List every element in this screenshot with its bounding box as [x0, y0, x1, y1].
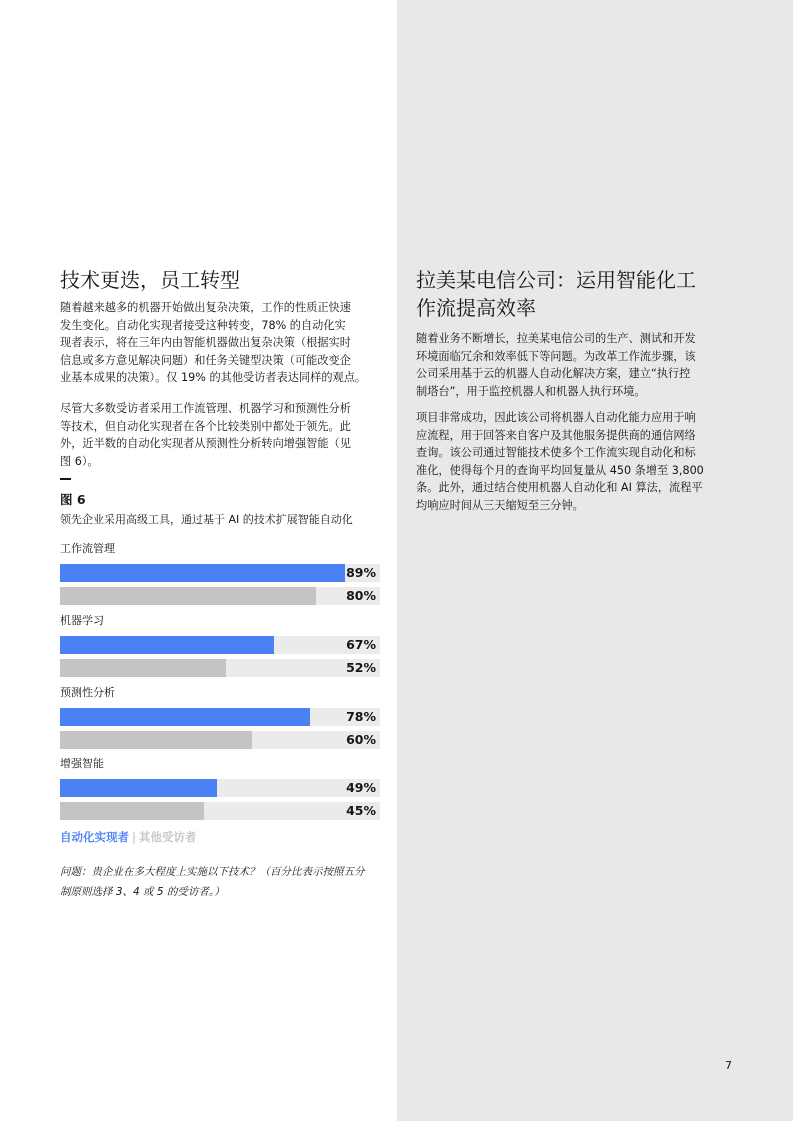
figure-rule — [60, 478, 71, 480]
bar-value-label: 80% — [346, 588, 376, 603]
bar — [60, 708, 310, 726]
bar-value-label: 60% — [346, 732, 376, 747]
bar-row — [60, 779, 380, 797]
paragraph-line: 等技术，但自动化实现者在各个比较类别中都处于领先。此 — [60, 419, 351, 433]
bar-value-label: 89% — [346, 565, 376, 580]
bar — [60, 731, 252, 749]
bar-row — [60, 636, 380, 654]
bar — [60, 779, 217, 797]
figure-label: 图 6 — [60, 492, 86, 507]
paragraph-line: 环境面临冗余和效率低下等问题。为改革工作流步骤，该 — [416, 349, 696, 363]
bar-row — [60, 708, 380, 726]
heading-line: 作流提高效率 — [416, 296, 536, 320]
bar-row — [60, 587, 380, 605]
heading-line: 拉美某电信公司：运用智能化工 — [416, 268, 696, 292]
bar-value-label: 52% — [346, 660, 376, 675]
bar — [60, 802, 204, 820]
intro-paragraph — [60, 299, 390, 387]
paragraph-line: 业基本成果的决策）。仅 19% 的其他受访者表达同样的观点。 — [60, 371, 367, 384]
bar-value-label: 49% — [346, 780, 376, 795]
category-label: 增强智能 — [60, 757, 104, 770]
paragraph-line: 信息或多方意见解决问题）和任务关键型决策（可能改变企 — [60, 353, 351, 367]
paragraph-line: 尽管大多数受访者采用工作流管理、机器学习和预测性分析 — [60, 402, 351, 415]
bar-row — [60, 659, 380, 677]
paragraph-line: 外，近半数的自动化实现者从预测性分析转向增强智能（见 — [60, 437, 351, 450]
page-number: 7 — [725, 1059, 732, 1072]
case-study-paragraph — [416, 330, 746, 400]
bar — [60, 636, 274, 654]
paragraph-line: 条。此外，通过结合使用机器人自动化和 AI 算法，流程平 — [416, 481, 703, 494]
legend-entry-automation-achievers: 自动化实现者 — [60, 830, 129, 844]
bar — [60, 659, 226, 677]
paragraph-line: 发生变化。自动化实现者接受这种转变，78% 的自动化实 — [60, 318, 346, 332]
survey-question — [60, 862, 380, 902]
right-column-panel — [397, 0, 793, 1121]
section-heading: 技术更迭，员工转型 — [60, 268, 240, 292]
bar — [60, 564, 345, 582]
paragraph-line: 准化，使得每个月的查询平均回复量从 450 条增至 3,800 — [416, 463, 704, 477]
bar-value-label: 78% — [346, 709, 376, 724]
paragraph-line: 公司采用基于云的机器人自动化解决方案，建立“执行控 — [416, 367, 691, 380]
paragraph-line: 现者表示，将在三年内由智能机器做出复杂决策（根据实时 — [60, 336, 351, 349]
question-line: 制原则选择 3、4 或 5 的受访者。） — [60, 886, 225, 898]
paragraph-line: 随着越来越多的机器开始做出复杂决策，工作的性质正快速 — [60, 301, 351, 314]
paragraph-line: 制塔台”，用于监控机器人和机器人执行环境。 — [416, 384, 646, 398]
bar-value-label: 45% — [346, 803, 376, 818]
paragraph-line: 均响应时间从三天缩短至三分钟。 — [416, 498, 584, 512]
chart-legend — [60, 829, 196, 845]
case-study-results-paragraph — [416, 409, 746, 514]
bar-row — [60, 802, 380, 820]
bar — [60, 587, 316, 605]
legend-separator: | — [132, 830, 136, 844]
legend-entry-other-respondents: 其他受访者 — [138, 830, 197, 844]
category-label: 工作流管理 — [60, 542, 115, 555]
paragraph-line: 查询。该公司通过智能技术使多个工作流实现自动化和标 — [416, 446, 696, 459]
question-line: 问题：贵企业在多大程度上实施以下技术？（百分比表示按照五分 — [60, 866, 365, 878]
paragraph-line: 项目非常成功，因此该公司将机器人自动化能力应用于响 — [416, 411, 696, 424]
bar-value-label: 67% — [346, 637, 376, 652]
paragraph-line: 应流程，用于回答来自客户及其他服务提供商的通信网络 — [416, 428, 696, 442]
category-label: 机器学习 — [60, 614, 104, 627]
case-study-heading — [416, 266, 736, 322]
technology-paragraph — [60, 400, 390, 470]
figure-caption: 领先企业采用高级工具，通过基于 AI 的技术扩展智能自动化 — [60, 513, 353, 526]
bar-row — [60, 564, 380, 582]
paragraph-line: 随着业务不断增长，拉美某电信公司的生产、测试和开发 — [416, 332, 696, 345]
paragraph-line: 图 6）。 — [60, 454, 99, 468]
category-label: 预测性分析 — [60, 686, 115, 699]
bar-row — [60, 731, 380, 749]
